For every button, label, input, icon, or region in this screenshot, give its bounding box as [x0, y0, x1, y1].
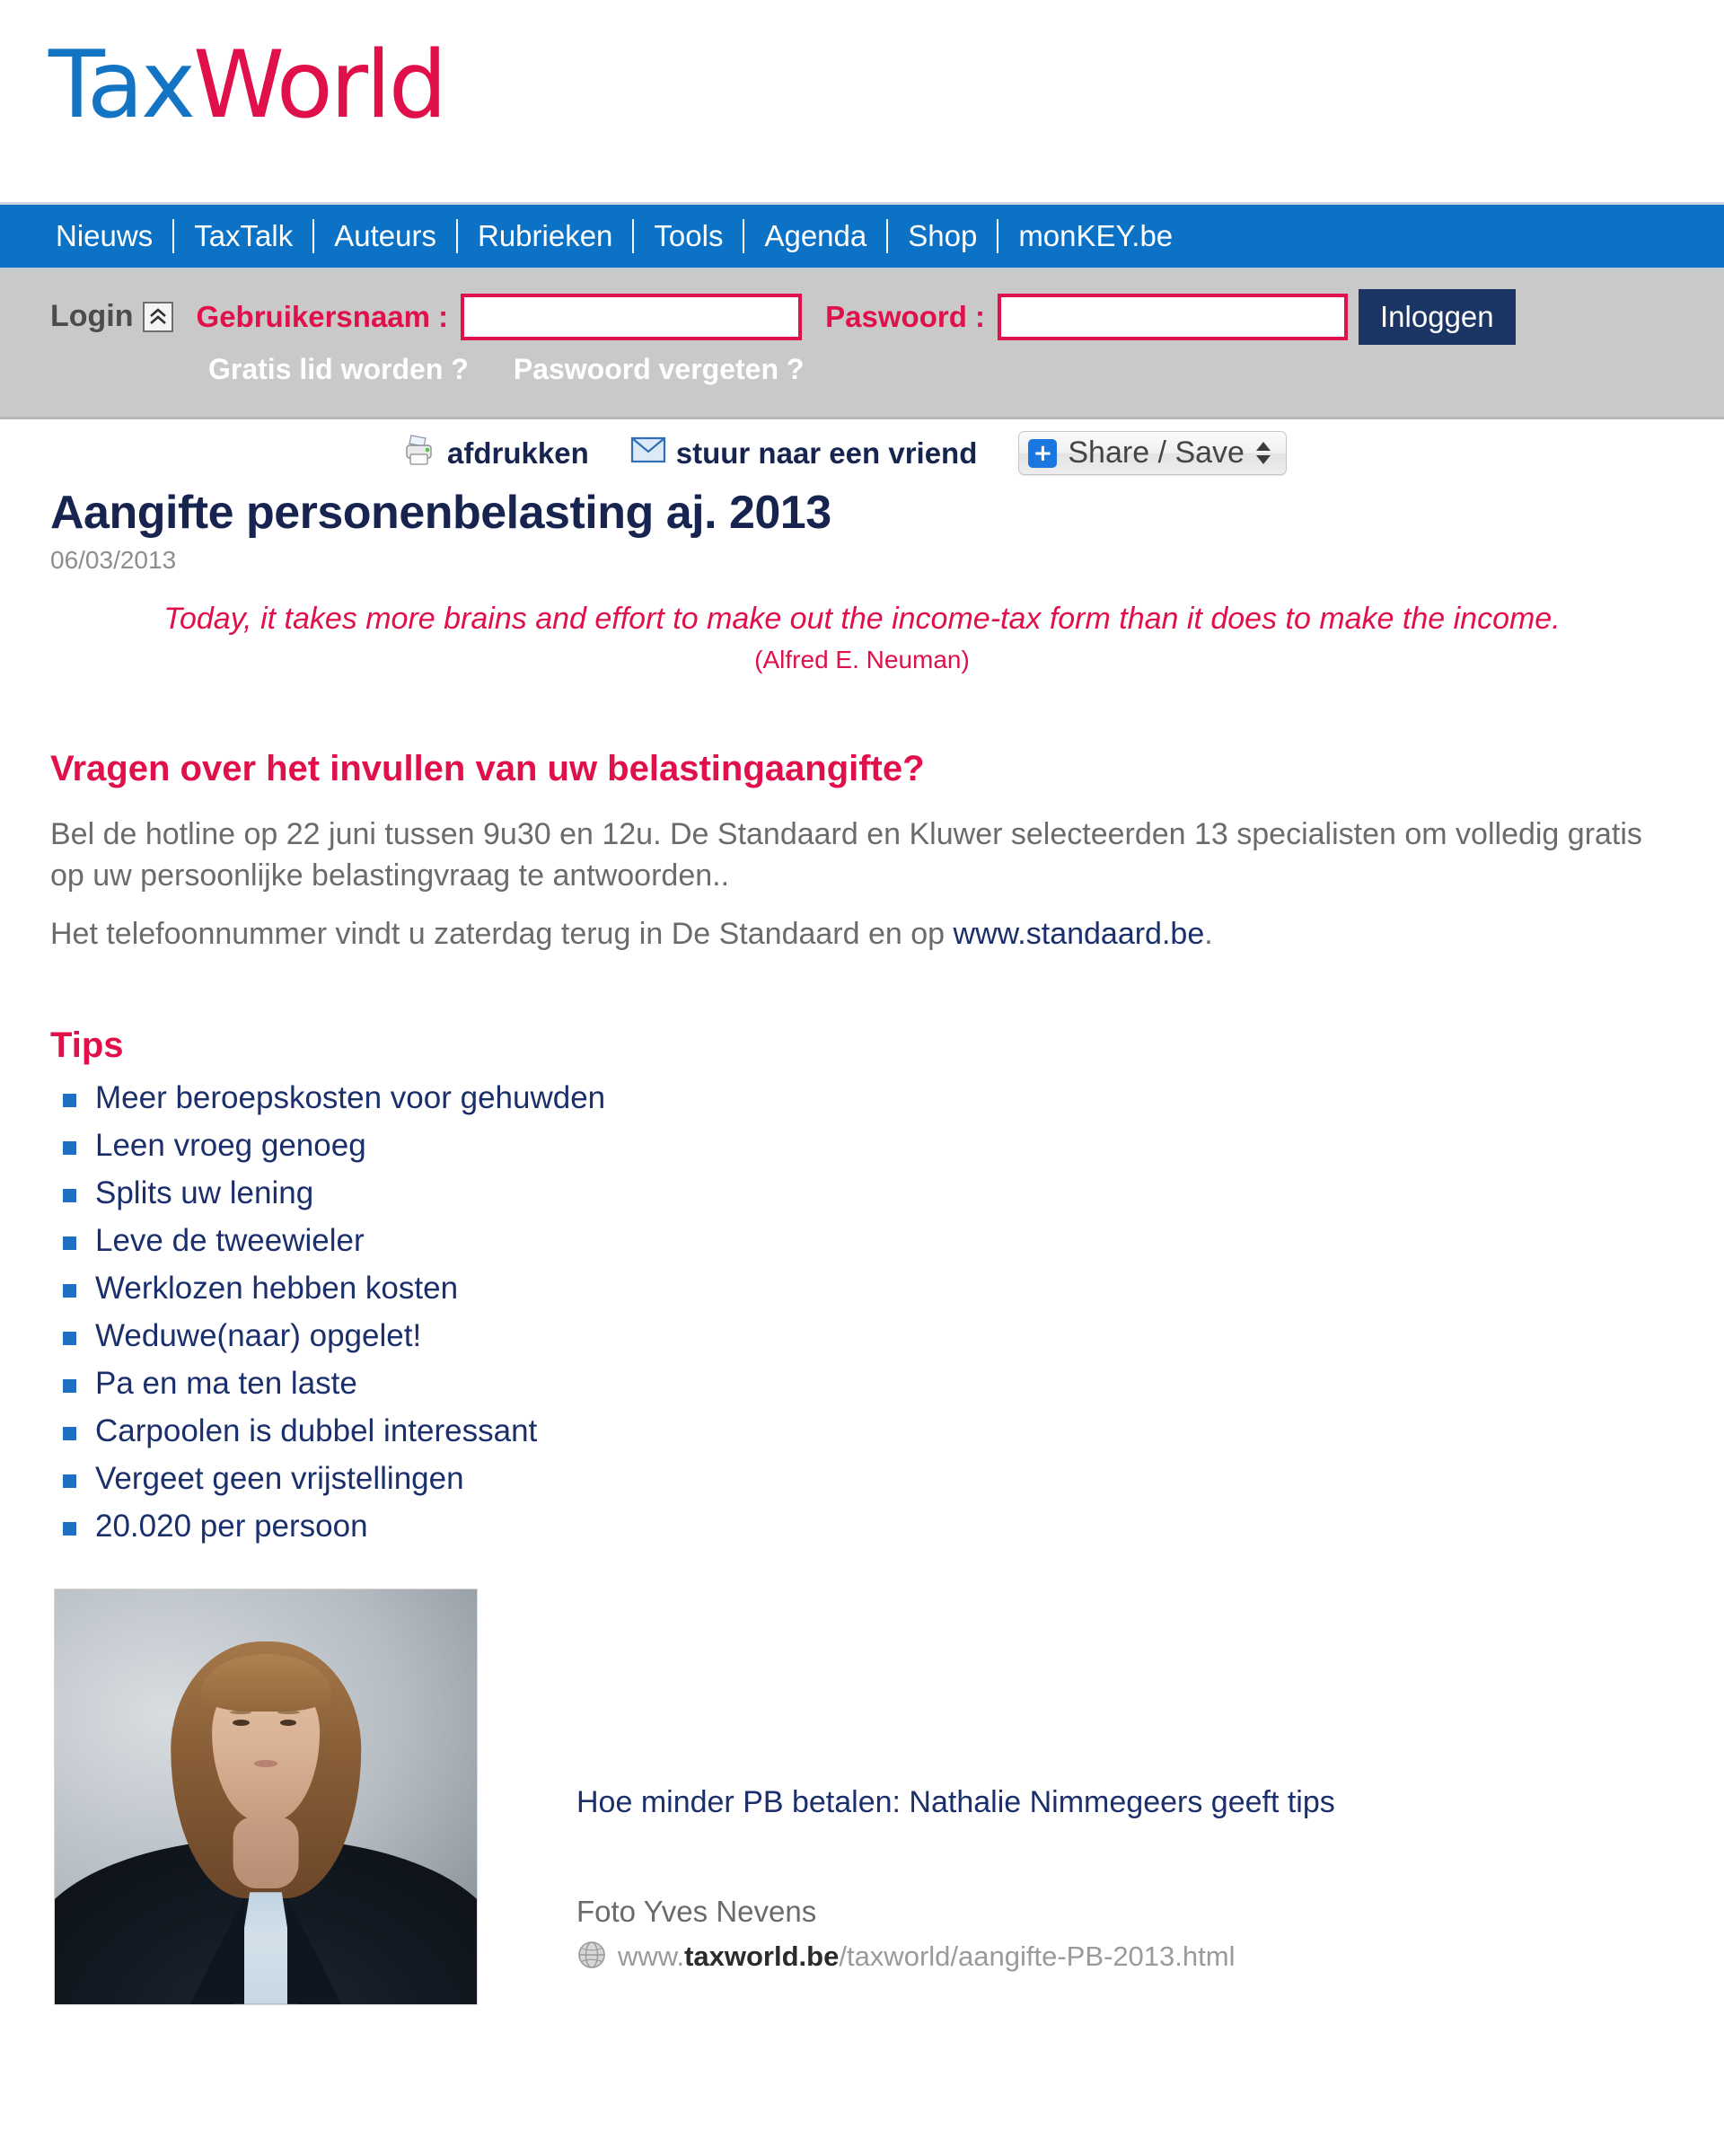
- pull-quote: [104, 600, 1620, 675]
- article-body: [0, 488, 1724, 2005]
- sort-arrows-icon: [1255, 442, 1271, 464]
- section-heading: Vragen over het invullen van uw belastingaangifte?: [50, 749, 925, 789]
- standaard-link[interactable]: www.standaard.be: [953, 917, 1205, 952]
- list-item[interactable]: Carpoolen is dubbel interessant: [63, 1415, 1674, 1447]
- site-logo[interactable]: [48, 31, 445, 139]
- login-form: [0, 270, 1724, 348]
- nav-item-taxtalk[interactable]: TaxTalk: [194, 219, 294, 252]
- send-to-friend-link[interactable]: [630, 436, 978, 471]
- source-url-row[interactable]: [576, 1940, 1674, 1975]
- nav-item-auteurs[interactable]: Auteurs: [334, 219, 436, 252]
- photo-section: [50, 1588, 1674, 2005]
- password-label: Paswoord :: [825, 299, 986, 333]
- nav-separator: [886, 219, 888, 253]
- site-header: [0, 0, 1724, 202]
- globe-icon: [576, 1940, 607, 1975]
- nav-item-rubrieken[interactable]: Rubrieken: [477, 219, 613, 252]
- source-url[interactable]: [618, 1940, 1235, 1973]
- printer-icon: [401, 433, 437, 474]
- password-input[interactable]: [998, 294, 1348, 340]
- photo-caption-column: [478, 1588, 1674, 1975]
- nav-item-monkey[interactable]: monKEY.be: [1018, 219, 1174, 252]
- chevron-double-up-icon[interactable]: [143, 302, 173, 332]
- envelope-icon: [630, 436, 666, 471]
- paragraph-phone: [50, 914, 1674, 955]
- logo-text-tax: Tax: [48, 31, 193, 139]
- register-link[interactable]: Gratis lid worden ?: [208, 353, 469, 385]
- login-secondary-links: [0, 353, 1724, 386]
- photo-brow-right: [277, 1711, 299, 1714]
- page-title: Aangifte personenbelasting aj. 2013: [50, 487, 831, 539]
- nav-separator: [997, 219, 998, 253]
- photo-caption: Hoe minder PB betalen: Nathalie Nimmegeers geeft tips: [576, 1784, 1335, 1819]
- print-label: afdrukken: [447, 436, 589, 470]
- pull-quote-author: (Alfred E. Neuman): [754, 646, 970, 674]
- list-item[interactable]: Vergeet geen vrijstellingen: [63, 1463, 1674, 1494]
- paragraph-phone-prefix: Het telefoonnummer vindt u zaterdag terug in De Standaard en op: [50, 917, 954, 952]
- photo-credit: Foto Yves Nevens: [576, 1894, 817, 1928]
- nav-item-agenda[interactable]: Agenda: [764, 219, 867, 252]
- nav-item-tools[interactable]: Tools: [654, 219, 724, 252]
- login-bar: [0, 270, 1724, 419]
- nav-separator: [743, 219, 744, 253]
- pull-quote-text: Today, it takes more brains and effort to make out the income-tax form than it does to make the income.: [163, 602, 1561, 637]
- list-item[interactable]: Meer beroepskosten voor gehuwden: [63, 1082, 1674, 1113]
- main-navigation: [0, 202, 1724, 270]
- login-title: Login: [50, 299, 134, 333]
- url-domain: taxworld.be: [684, 1940, 840, 1973]
- photo-mouth: [254, 1760, 277, 1766]
- logo-text-world: World: [192, 31, 445, 139]
- print-link[interactable]: [401, 433, 589, 474]
- nav-separator: [632, 219, 634, 253]
- list-item[interactable]: 20.020 per persoon: [63, 1510, 1674, 1542]
- list-item[interactable]: Leve de tweewieler: [63, 1225, 1674, 1256]
- list-item[interactable]: Splits uw lening: [63, 1177, 1674, 1209]
- send-to-friend-label: stuur naar een vriend: [675, 436, 978, 470]
- paragraph-hotline: Bel de hotline op 22 juni tussen 9u30 en 12u. De Standaard en Kluwer selecteerden 13 specialisten om volledig gratis op uw persoonlijke belastingvraag te antwoorden..: [50, 817, 1642, 893]
- username-label: Gebruikersnaam :: [196, 299, 449, 333]
- nav-item-shop[interactable]: Shop: [908, 219, 978, 252]
- portrait-photo: [54, 1588, 478, 2005]
- list-item[interactable]: Pa en ma ten laste: [63, 1368, 1674, 1399]
- nav-separator: [312, 219, 314, 253]
- nav-item-nieuws[interactable]: Nieuws: [56, 219, 154, 252]
- login-submit-button[interactable]: Inloggen: [1359, 289, 1516, 345]
- plus-square-icon: +: [1028, 439, 1057, 468]
- paragraph-phone-suffix: .: [1204, 917, 1213, 952]
- photo-brow-left: [230, 1711, 251, 1714]
- forgot-password-link[interactable]: Paswoord vergeten ?: [513, 353, 805, 385]
- nav-separator: [172, 219, 174, 253]
- share-save-label: Share / Save: [1068, 436, 1245, 470]
- list-item[interactable]: Leen vroeg genoeg: [63, 1130, 1674, 1161]
- nav-separator: [456, 219, 458, 253]
- photo-neck: [233, 1817, 299, 1888]
- username-input[interactable]: [461, 294, 802, 340]
- share-save-button[interactable]: [1018, 431, 1287, 475]
- list-item[interactable]: Werklozen hebben kosten: [63, 1272, 1674, 1304]
- publish-date: 06/03/2013: [50, 546, 177, 575]
- url-path: /taxworld/aangifte-PB-2013.html: [839, 1940, 1236, 1973]
- tips-list: [50, 1079, 1674, 1544]
- article-toolbar: [0, 419, 1688, 484]
- list-item[interactable]: Weduwe(naar) opgelet!: [63, 1320, 1674, 1351]
- tips-heading: Tips: [50, 1025, 124, 1065]
- url-prefix: www.: [618, 1940, 685, 1973]
